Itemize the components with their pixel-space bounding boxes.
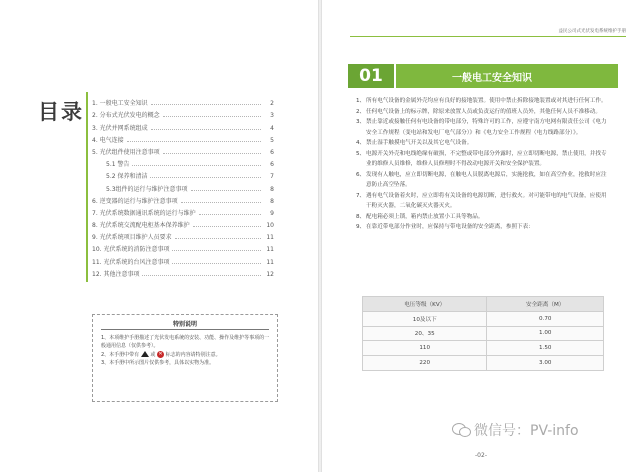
toc-item-page: 2 [270,100,274,108]
toc-item-label: 8. 光伏系统交流配电柜基本保养维护 [92,222,190,230]
toc-item-page: 9 [270,209,274,217]
rule-text: 禁止靠近或接触任何有电设备的带电部分，特殊许可的工作，应遵守南方电网有限责任公司《电力安全工作规程（变电站和发电厂电气部分）》和《电力安全工作规程（电力线路部分）》。 [366,119,607,136]
prohibit-icon: ✕ [158,350,163,357]
toc-item[interactable] [92,205,274,217]
toc-item-label: 3. 光伏并网系统组成 [92,124,148,132]
rule-number: 6、 [356,171,366,178]
toc-item[interactable] [92,229,274,241]
running-header: 益民公司式光伏发电系统维护手册 [558,29,626,34]
toc-item[interactable] [92,253,274,265]
toc-item-label: 12. 其他注意事项 [92,270,140,278]
toc-item[interactable] [92,95,274,107]
rule-text: 配电箱必须上锁，箱内禁止放置小工具等物品。 [366,213,484,220]
toc-item-page: 5 [270,136,274,144]
toc-item-label: 5.3组件的运行与维护注意事项 [106,185,188,193]
toc-title: 目录 [38,100,84,124]
notice-line-2-or: 或 [150,351,156,358]
cell-voltage: 20、35 [363,326,487,341]
rule-text: 遇有电气设备着火时，应立即将有关设备的电源切断，进行救火。对可能带电的电气设备，应使用干粉灭火器，二氧化碳灭火器灭火。 [366,192,607,209]
toc-item[interactable] [92,119,274,131]
safety-distance-table [362,296,604,371]
toc-leader-dots [175,238,261,239]
toc-item[interactable] [92,193,274,205]
safety-rule [356,170,610,191]
left-page [0,0,318,472]
rule-text: 任何电气设备上的标示牌，除原来放置人员或负责运行的值班人员外，其他任何人员不准移动。 [366,108,601,115]
rule-number: 9、 [356,224,366,230]
toc-item[interactable] [92,156,274,168]
toc-item-page: 4 [270,124,274,132]
notice-line-2 [101,351,271,359]
rule-number: 5、 [356,150,366,157]
toc-leader-dots [199,214,261,215]
toc-item-page: 10 [266,222,274,230]
toc-leader-dots [127,141,261,142]
toc-item-page: 6 [270,161,274,169]
watermark-text: 微信号：PV-info [474,423,579,439]
toc-leader-dots [132,165,261,166]
toc-item-page: 12 [266,270,274,278]
toc-item[interactable] [92,144,274,156]
toc-item-page: 11 [266,246,274,254]
rule-text: 禁止湿手触摸电气开关以及其它电气设备。 [366,140,473,146]
rule-number: 1、 [356,98,366,104]
rule-number: 8、 [356,213,366,220]
cell-distance: 3.00 [487,356,604,371]
chapter-title: 一般电工安全知识 [396,64,618,88]
right-page [322,0,640,472]
safety-rule [356,149,610,170]
toc-item[interactable] [92,241,274,253]
toc-item-label: 2. 分布式光伏发电的概念 [92,112,160,120]
rule-number: 7、 [356,192,366,199]
toc-item-label: 4. 电气连接 [92,136,124,144]
table-row [363,311,604,326]
toc-item-label: 10. 光伏系统的消防注意事项 [92,246,170,254]
notice-line-3: 3、本手册中所示图片仅供参考，具体以实物为准。 [101,359,215,366]
cell-distance: 1.50 [487,341,604,356]
toc-list [92,95,274,278]
toc-leader-dots [172,250,261,251]
toc-item[interactable] [92,132,274,144]
toc-item-page: 11 [266,234,274,242]
wechat-watermark [452,420,579,440]
toc-item[interactable] [92,217,274,229]
header-voltage: 电压等级（KV） [363,297,487,312]
notice-line-2-suffix: 标志的内容请特别注意。 [165,351,221,358]
page-number: -02- [475,452,487,459]
toc-item-label: 6. 逆变器的运行与维护注意事项 [92,197,178,205]
toc-item-label: 5.1 警告 [106,161,130,169]
toc-item-page: 7 [270,173,274,181]
toc-leader-dots [191,190,261,191]
rule-number: 3、 [356,119,366,125]
toc-leader-dots [193,226,261,227]
notice-title: 特别说明 [172,321,197,328]
toc-item-page: 6 [270,148,274,156]
toc-leader-dots [163,116,261,117]
rule-text: 在靠近带电部分作业时，应保持与带电设备的安全距离，参照下表： [366,224,534,230]
wechat-icon [452,423,470,437]
cell-voltage: 220 [363,356,487,371]
rule-text: 电源开关外壳和电线绝缘有破损，不完整或带电部分外露时，应立即切断电源，禁止使用，并找专业的维修人员维修，维修人员修理时不得改动电源开关和安全保护装置。 [366,150,607,167]
table-row [363,356,604,371]
toc-divider [86,92,88,282]
notice-line-1: 1、本项维护手册描述了光伏发电系统的安装、功能、操作及维护等事项的一般通用信息（仅供参考）。 [101,335,270,350]
toc-item-label: 9. 光伏系统项目维护人员要求 [92,234,172,242]
toc-item[interactable] [92,180,274,192]
toc-leader-dots [151,129,261,130]
toc-item-page: 8 [270,197,274,205]
toc-item-label: 5. 光伏组件使用注意事项 [92,148,160,156]
safety-rules-list [356,96,610,233]
chapter-number: 01 [348,64,394,88]
rule-text: 发现有人触电，应立即切断电源，在触电人员脱离电源后，实施抢救，如在高空作业，抢救时应注意防止高空坠落。 [366,171,607,188]
toc-item-page: 11 [266,258,274,266]
toc-leader-dots [151,104,261,105]
notice-body [101,334,271,367]
safety-rule [356,117,610,138]
cell-voltage: 110 [363,341,487,356]
rule-number: 2、 [356,108,366,115]
notice-line-2-prefix: 2、本手册中带有 [101,351,140,358]
safety-rule [356,96,610,107]
toc-item-page: 3 [270,112,274,120]
table-row [363,326,604,341]
toc-leader-dots [142,275,261,276]
safety-rule [356,191,610,212]
safety-rule [356,138,610,149]
header-distance: 安全距离（M） [487,297,604,312]
toc-leader-dots [163,153,261,154]
toc-item-label: 7. 光伏系统数据通讯系统的运行与维护 [92,209,196,217]
table-row [363,341,604,356]
toc-leader-dots [150,177,261,178]
cell-voltage: 10及以下 [363,311,487,326]
cell-distance: 0.70 [487,311,604,326]
toc-item-page: 8 [270,185,274,193]
warning-triangle-icon [141,351,149,357]
toc-item-label: 5.2 保养和清洁 [106,173,148,181]
toc-item-label: 1. 一般电工安全知识 [92,100,148,108]
notice-rule [101,329,269,330]
cell-distance: 1.00 [487,326,604,341]
safety-rule [356,107,610,118]
special-notice-box [92,314,278,402]
header-rule [350,36,626,37]
rule-number: 4、 [356,140,366,146]
rule-text: 所有电气设备的金属外壳均应有良好的接地装置。使用中禁止拆除接地装置或对其进行任何工作。 [366,98,607,104]
toc-item[interactable] [92,107,274,119]
toc-leader-dots [172,263,261,264]
safety-rule [356,222,610,233]
toc-item-label: 11. 光伏系统的台风注意事项 [92,258,170,266]
safety-rule [356,212,610,223]
toc-item[interactable] [92,168,274,180]
chapter-banner [348,64,618,88]
toc-leader-dots [181,202,261,203]
table-header-row [363,297,604,312]
toc-item[interactable] [92,266,274,278]
